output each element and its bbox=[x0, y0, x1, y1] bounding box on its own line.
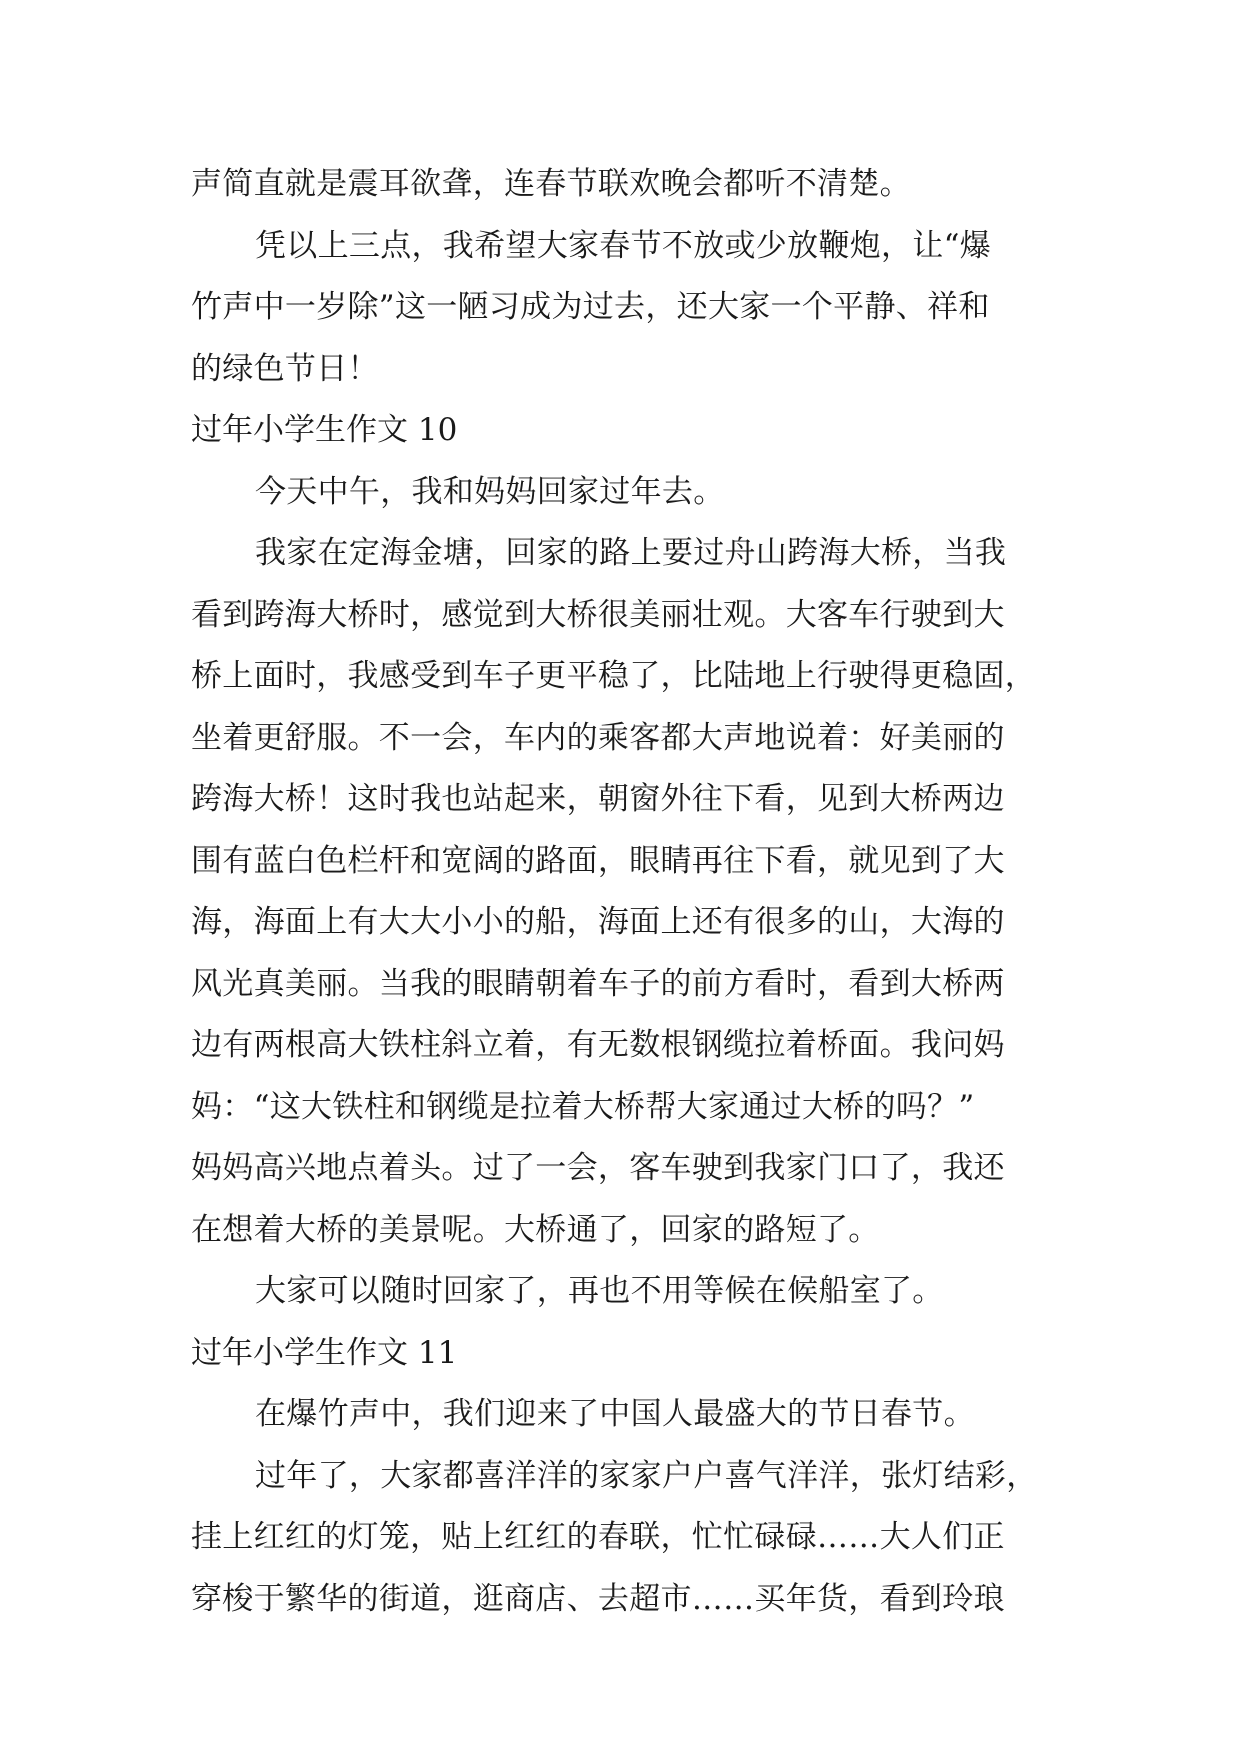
section-heading: 过年小学生作文 10 bbox=[191, 412, 458, 448]
document-page bbox=[191, 154, 1051, 1630]
text-line: 桥上面时，我感受到车子更平稳了，比陆地上行驶得更稳固， bbox=[191, 658, 1037, 694]
text-line: 风光真美丽。当我的眼睛朝着车子的前方看时，看到大桥两 bbox=[191, 965, 1005, 1002]
text-line: 看到跨海大桥时，感觉到大桥很美丽壮观。大客车行驶到大 bbox=[191, 596, 1005, 633]
text-line: 坐着更舒服。不一会，车内的乘客都大声地说着：好美丽的 bbox=[191, 719, 1005, 756]
text-line: 竹声中一岁除”这一陋习成为过去，还大家一个平静、祥和 bbox=[191, 289, 990, 325]
text-line: 妈妈高兴地点着头。过了一会，客车驶到我家门口了，我还 bbox=[191, 1150, 1005, 1186]
text-line: 的绿色节日！ bbox=[191, 350, 379, 387]
text-line: 跨海大桥！这时我也站起来，朝窗外往下看，见到大桥两边 bbox=[191, 781, 1005, 817]
text-line: 挂上红红的灯笼，贴上红红的春联，忙忙碌碌……大人们正 bbox=[191, 1519, 1005, 1555]
text-line: 在想着大桥的美景呢。大桥通了，回家的路短了。 bbox=[191, 1211, 880, 1248]
text-line: 我家在定海金塘，回家的路上要过舟山跨海大桥，当我 bbox=[255, 535, 1007, 571]
text-line: 妈：“这大铁柱和钢缆是拉着大桥帮大家通过大桥的吗？” bbox=[191, 1088, 975, 1125]
text-line: 凭以上三点，我希望大家春节不放或少放鞭炮，让“爆 bbox=[255, 227, 992, 264]
text-line: 围有蓝白色栏杆和宽阔的路面，眼睛再往下看，就见到了大 bbox=[191, 842, 1005, 879]
text-line: 大家可以随时回家了，再也不用等候在候船室了。 bbox=[255, 1273, 944, 1309]
section-heading: 过年小学生作文 11 bbox=[191, 1334, 458, 1371]
text-line: 在爆竹声中，我们迎来了中国人最盛大的节日春节。 bbox=[255, 1396, 975, 1432]
text-line: 穿梭于繁华的街道，逛商店、去超市……买年货，看到玲琅 bbox=[191, 1580, 1005, 1617]
text-line: 过年了，大家都喜洋洋的家家户户喜气洋洋，张灯结彩， bbox=[255, 1457, 1038, 1494]
text-line: 今天中午，我和妈妈回家过年去。 bbox=[255, 473, 725, 510]
text-line: 海，海面上有大大小小的船，海面上还有很多的山，大海的 bbox=[191, 904, 1005, 940]
text-line: 声简直就是震耳欲聋，连春节联欢晚会都听不清楚。 bbox=[191, 166, 911, 202]
text-line: 边有两根高大铁柱斜立着，有无数根钢缆拉着桥面。我问妈 bbox=[191, 1027, 1005, 1063]
